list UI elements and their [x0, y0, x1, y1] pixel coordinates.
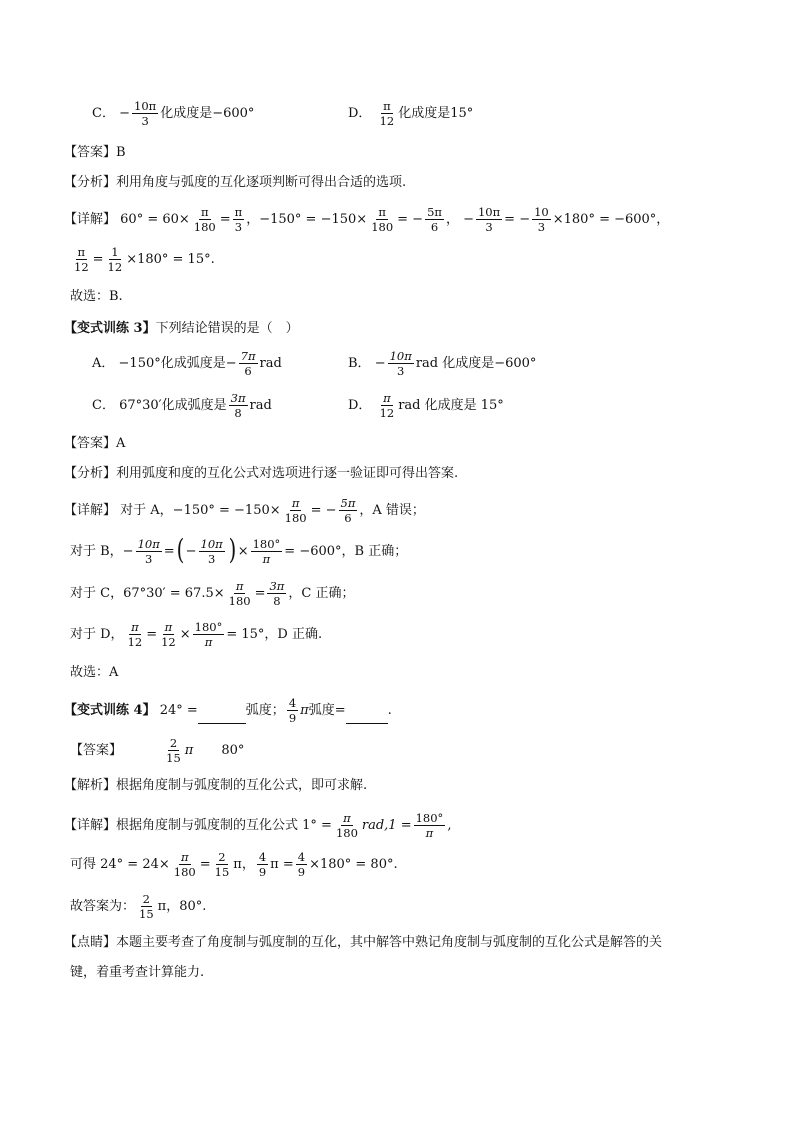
detail-line-d — [70, 621, 322, 648]
option-value: −600° — [212, 106, 255, 122]
detail-line — [64, 206, 669, 233]
fraction — [106, 246, 125, 273]
numerator: 7π — [240, 349, 256, 363]
fraction — [283, 497, 309, 524]
numerator: π — [235, 579, 244, 593]
unit: rad — [259, 356, 282, 372]
fraction — [192, 206, 218, 233]
denominator: 12 — [379, 406, 395, 421]
denominator: 12 — [74, 260, 89, 275]
numerator: π — [291, 496, 300, 510]
fraction — [132, 100, 158, 127]
math-text: = 15°，D 正确. — [226, 627, 323, 643]
question-text: 弧度= — [308, 703, 346, 719]
answer-line — [70, 737, 244, 764]
math-text: = — [163, 544, 175, 560]
question-text: 24° = — [159, 703, 198, 719]
answer-blank — [198, 711, 246, 724]
fraction — [159, 621, 178, 648]
pi-symbol: π — [184, 743, 194, 759]
analysis-line: 【解析】根据角度制与弧度制的互化公式，即可求解. — [64, 778, 368, 793]
fraction — [378, 392, 397, 419]
numerator: π — [164, 620, 173, 634]
numerator: π — [343, 811, 351, 825]
numerator: 4 — [297, 850, 306, 864]
numerator: π — [180, 850, 189, 864]
denominator: π — [425, 826, 434, 841]
denominator: 9 — [258, 865, 267, 880]
fraction — [199, 538, 225, 565]
denominator: 180 — [284, 511, 307, 526]
fraction — [193, 621, 225, 648]
fraction — [476, 206, 502, 233]
numerator: 10π — [477, 205, 501, 219]
numerator: π — [383, 391, 391, 405]
denominator: π — [204, 635, 213, 650]
analysis-line: 【分析】利用角度与弧度的互化逐项判断可得出合适的选项. — [64, 175, 407, 190]
option-letter: D． — [348, 398, 372, 414]
math-text: 对于 B，− — [70, 544, 134, 560]
math-text: = — [254, 586, 266, 602]
numerator: π — [234, 205, 243, 219]
option-letter: D． — [348, 106, 372, 122]
numerator: 10π — [134, 99, 157, 113]
option-c-row — [92, 392, 272, 419]
denominator: 180 — [335, 826, 358, 841]
numerator: 2 — [169, 736, 178, 750]
option-value: 15° — [450, 106, 474, 122]
fraction — [251, 538, 283, 565]
numerator: 3π — [230, 391, 246, 405]
fraction — [369, 206, 395, 233]
denominator: 9 — [297, 865, 306, 880]
option-text: 67°30′化成弧度是 — [119, 398, 227, 414]
math-text: = — [146, 627, 158, 643]
detail-line-b — [70, 532, 408, 567]
unit: rad — [249, 398, 272, 414]
fraction — [257, 851, 268, 878]
option-b-row — [348, 350, 536, 377]
denominator: 15 — [214, 865, 230, 880]
math-text: = −600°，B 正确； — [284, 544, 408, 560]
fraction — [213, 851, 232, 878]
fraction — [267, 580, 286, 607]
numerator: 5π — [340, 496, 356, 510]
math-text: 对于 D， — [70, 627, 124, 643]
exercise-3-heading — [64, 322, 299, 335]
fraction — [126, 621, 145, 648]
answer-blank — [346, 711, 388, 724]
option-text: 化成度是 — [398, 106, 451, 122]
math-text: = − — [504, 212, 531, 228]
answer-line: 【答案】A — [64, 436, 126, 451]
exercise-title: 【变式训练 4】 — [64, 703, 156, 719]
fraction — [425, 206, 444, 233]
option-d-row — [348, 100, 473, 127]
denominator: 180 — [193, 220, 216, 235]
minus-sign: − — [185, 544, 197, 560]
detail-line-c — [70, 580, 354, 607]
detail-line-2 — [70, 246, 215, 273]
question-text: 下列结论错误的是（ ） — [155, 321, 299, 336]
numerator: 180° — [252, 537, 281, 551]
answer-label: 【答案】 — [70, 743, 123, 759]
option-a-row — [92, 350, 282, 377]
numerator: 180° — [194, 620, 223, 634]
question-text: . — [387, 703, 392, 719]
math-text: 对于 C，67°30′ = 67.5× — [70, 586, 225, 602]
fraction — [72, 246, 91, 273]
denominator: 12 — [127, 635, 143, 650]
fraction — [388, 350, 414, 377]
denominator: 15 — [139, 907, 154, 922]
analysis-line: 【分析】利用弧度和度的互化公式对选项进行逐一验证即可得出答案. — [64, 466, 459, 481]
fraction — [287, 697, 298, 724]
numerator: π — [378, 205, 386, 219]
math-text: π = — [270, 857, 294, 873]
denominator: 3 — [537, 220, 546, 235]
math-text: π， — [233, 857, 255, 873]
minus-sign: − — [119, 106, 130, 122]
math-text: = − — [397, 212, 424, 228]
numerator: 4 — [258, 850, 267, 864]
math-text: rad,1 = — [361, 818, 412, 834]
choose-line: 故选：A — [70, 665, 119, 680]
numerator: π — [131, 620, 139, 634]
math-text: ×180° = 80°. — [309, 857, 398, 873]
fraction — [233, 206, 245, 233]
fraction — [339, 497, 358, 524]
exercise-4-heading — [64, 697, 392, 724]
math-text: 对于 A，−150° = −150× — [120, 503, 281, 519]
numerator: 2 — [218, 850, 226, 864]
option-c-row — [92, 100, 254, 127]
denominator: 180 — [228, 594, 251, 609]
denominator: 6 — [244, 364, 252, 379]
denominator: π — [262, 552, 271, 567]
denominator: 180 — [173, 865, 196, 880]
denominator: 9 — [288, 711, 297, 726]
math-text: π，80°. — [157, 899, 207, 915]
comment-line-1: 【点睛】本题主要考查了角度制与弧度制的互化，其中解答中熟记角度制与弧度制的互化公式是解答的关 — [64, 935, 663, 950]
denominator: 8 — [234, 406, 242, 421]
denominator: 12 — [161, 635, 176, 650]
math-text: = − — [310, 503, 337, 519]
denominator: 12 — [379, 114, 395, 129]
numerator: π — [200, 205, 209, 219]
math-text: ， − — [445, 212, 474, 228]
fraction — [378, 100, 397, 127]
numerator: π — [383, 99, 391, 113]
detail-line — [64, 497, 425, 524]
pi-symbol: π — [300, 703, 309, 719]
answer-line: 【答案】B — [64, 145, 126, 160]
fraction — [137, 893, 156, 920]
fraction — [296, 851, 307, 878]
math-text: 故答案为： — [70, 899, 136, 915]
denominator: 3 — [397, 364, 405, 379]
denominator: 12 — [107, 260, 123, 275]
fraction — [532, 206, 551, 233]
denominator: 3 — [234, 220, 243, 235]
math-text: × — [179, 627, 191, 643]
numerator: 1 — [111, 245, 119, 259]
math-text: ×180° = −600°， — [552, 212, 670, 228]
denominator: 180 — [371, 220, 394, 235]
denominator: 15 — [166, 751, 181, 766]
comment-line-2: 键，着重考查计算能力. — [70, 965, 205, 980]
math-text: × — [237, 544, 249, 560]
numerator: 2 — [142, 892, 150, 906]
numerator: 4 — [288, 696, 297, 710]
denominator: 3 — [145, 552, 153, 567]
option-text: rad 化成度是−600° — [415, 356, 537, 372]
exercise-title: 【变式训练 3】 — [64, 321, 156, 336]
fraction — [239, 350, 258, 377]
detail-label: 【详解】 — [64, 212, 117, 228]
right-paren: ) — [228, 532, 237, 566]
math-text: = — [219, 212, 231, 228]
detail-line — [64, 812, 451, 839]
option-text: 化成度是 — [160, 106, 213, 122]
option-letter: B． — [348, 356, 371, 372]
fraction — [414, 812, 446, 839]
math-text: ，C 正确； — [288, 586, 355, 602]
numerator: 3π — [269, 579, 285, 593]
denominator: 3 — [141, 114, 149, 129]
denominator: 3 — [207, 552, 216, 567]
math-text: 60° = 60× — [120, 212, 190, 228]
denominator: 6 — [344, 511, 352, 526]
choose-line: 故选：B. — [70, 289, 123, 304]
math-text: ，A 错误； — [359, 503, 425, 519]
option-letter: C． — [92, 398, 115, 414]
numerator: 5π — [427, 205, 442, 219]
numerator: π — [77, 245, 86, 259]
fraction — [334, 812, 360, 839]
math-text: ×180° = 15°. — [126, 252, 215, 268]
fraction — [172, 851, 198, 878]
numerator: 10π — [137, 537, 160, 551]
math-text: 【详解】根据角度制与弧度制的互化公式 1° = — [64, 818, 332, 834]
question-text: 弧度； — [245, 703, 285, 719]
option-text: rad 化成度是 15° — [398, 398, 504, 414]
option-text: −150°化成弧度是− — [118, 356, 237, 372]
fraction — [136, 538, 162, 565]
denominator: 8 — [273, 594, 281, 609]
fraction — [164, 737, 183, 764]
fraction — [229, 392, 248, 419]
option-letter: A． — [92, 356, 115, 372]
numerator: 10 — [534, 205, 549, 219]
option-letter: C． — [92, 106, 115, 122]
numerator: 10π — [200, 537, 223, 551]
numerator: 180° — [415, 811, 444, 825]
minus-sign: − — [374, 356, 386, 372]
left-paren: ( — [176, 532, 184, 566]
final-answer-line — [70, 893, 206, 920]
denominator: 3 — [485, 220, 493, 235]
fraction — [227, 580, 253, 607]
option-d-row — [348, 392, 504, 419]
detail-label: 【详解】 — [64, 503, 117, 519]
denominator: 6 — [430, 220, 439, 235]
answer-value: 80° — [221, 743, 245, 759]
detail-line-2 — [70, 851, 398, 878]
numerator: 10π — [389, 349, 412, 363]
math-text: = — [92, 252, 104, 268]
math-text: ，−150° = −150× — [246, 212, 368, 228]
math-text: 可得 24° = 24× — [70, 857, 170, 873]
math-text: = — [199, 857, 211, 873]
math-text: , — [447, 818, 452, 834]
